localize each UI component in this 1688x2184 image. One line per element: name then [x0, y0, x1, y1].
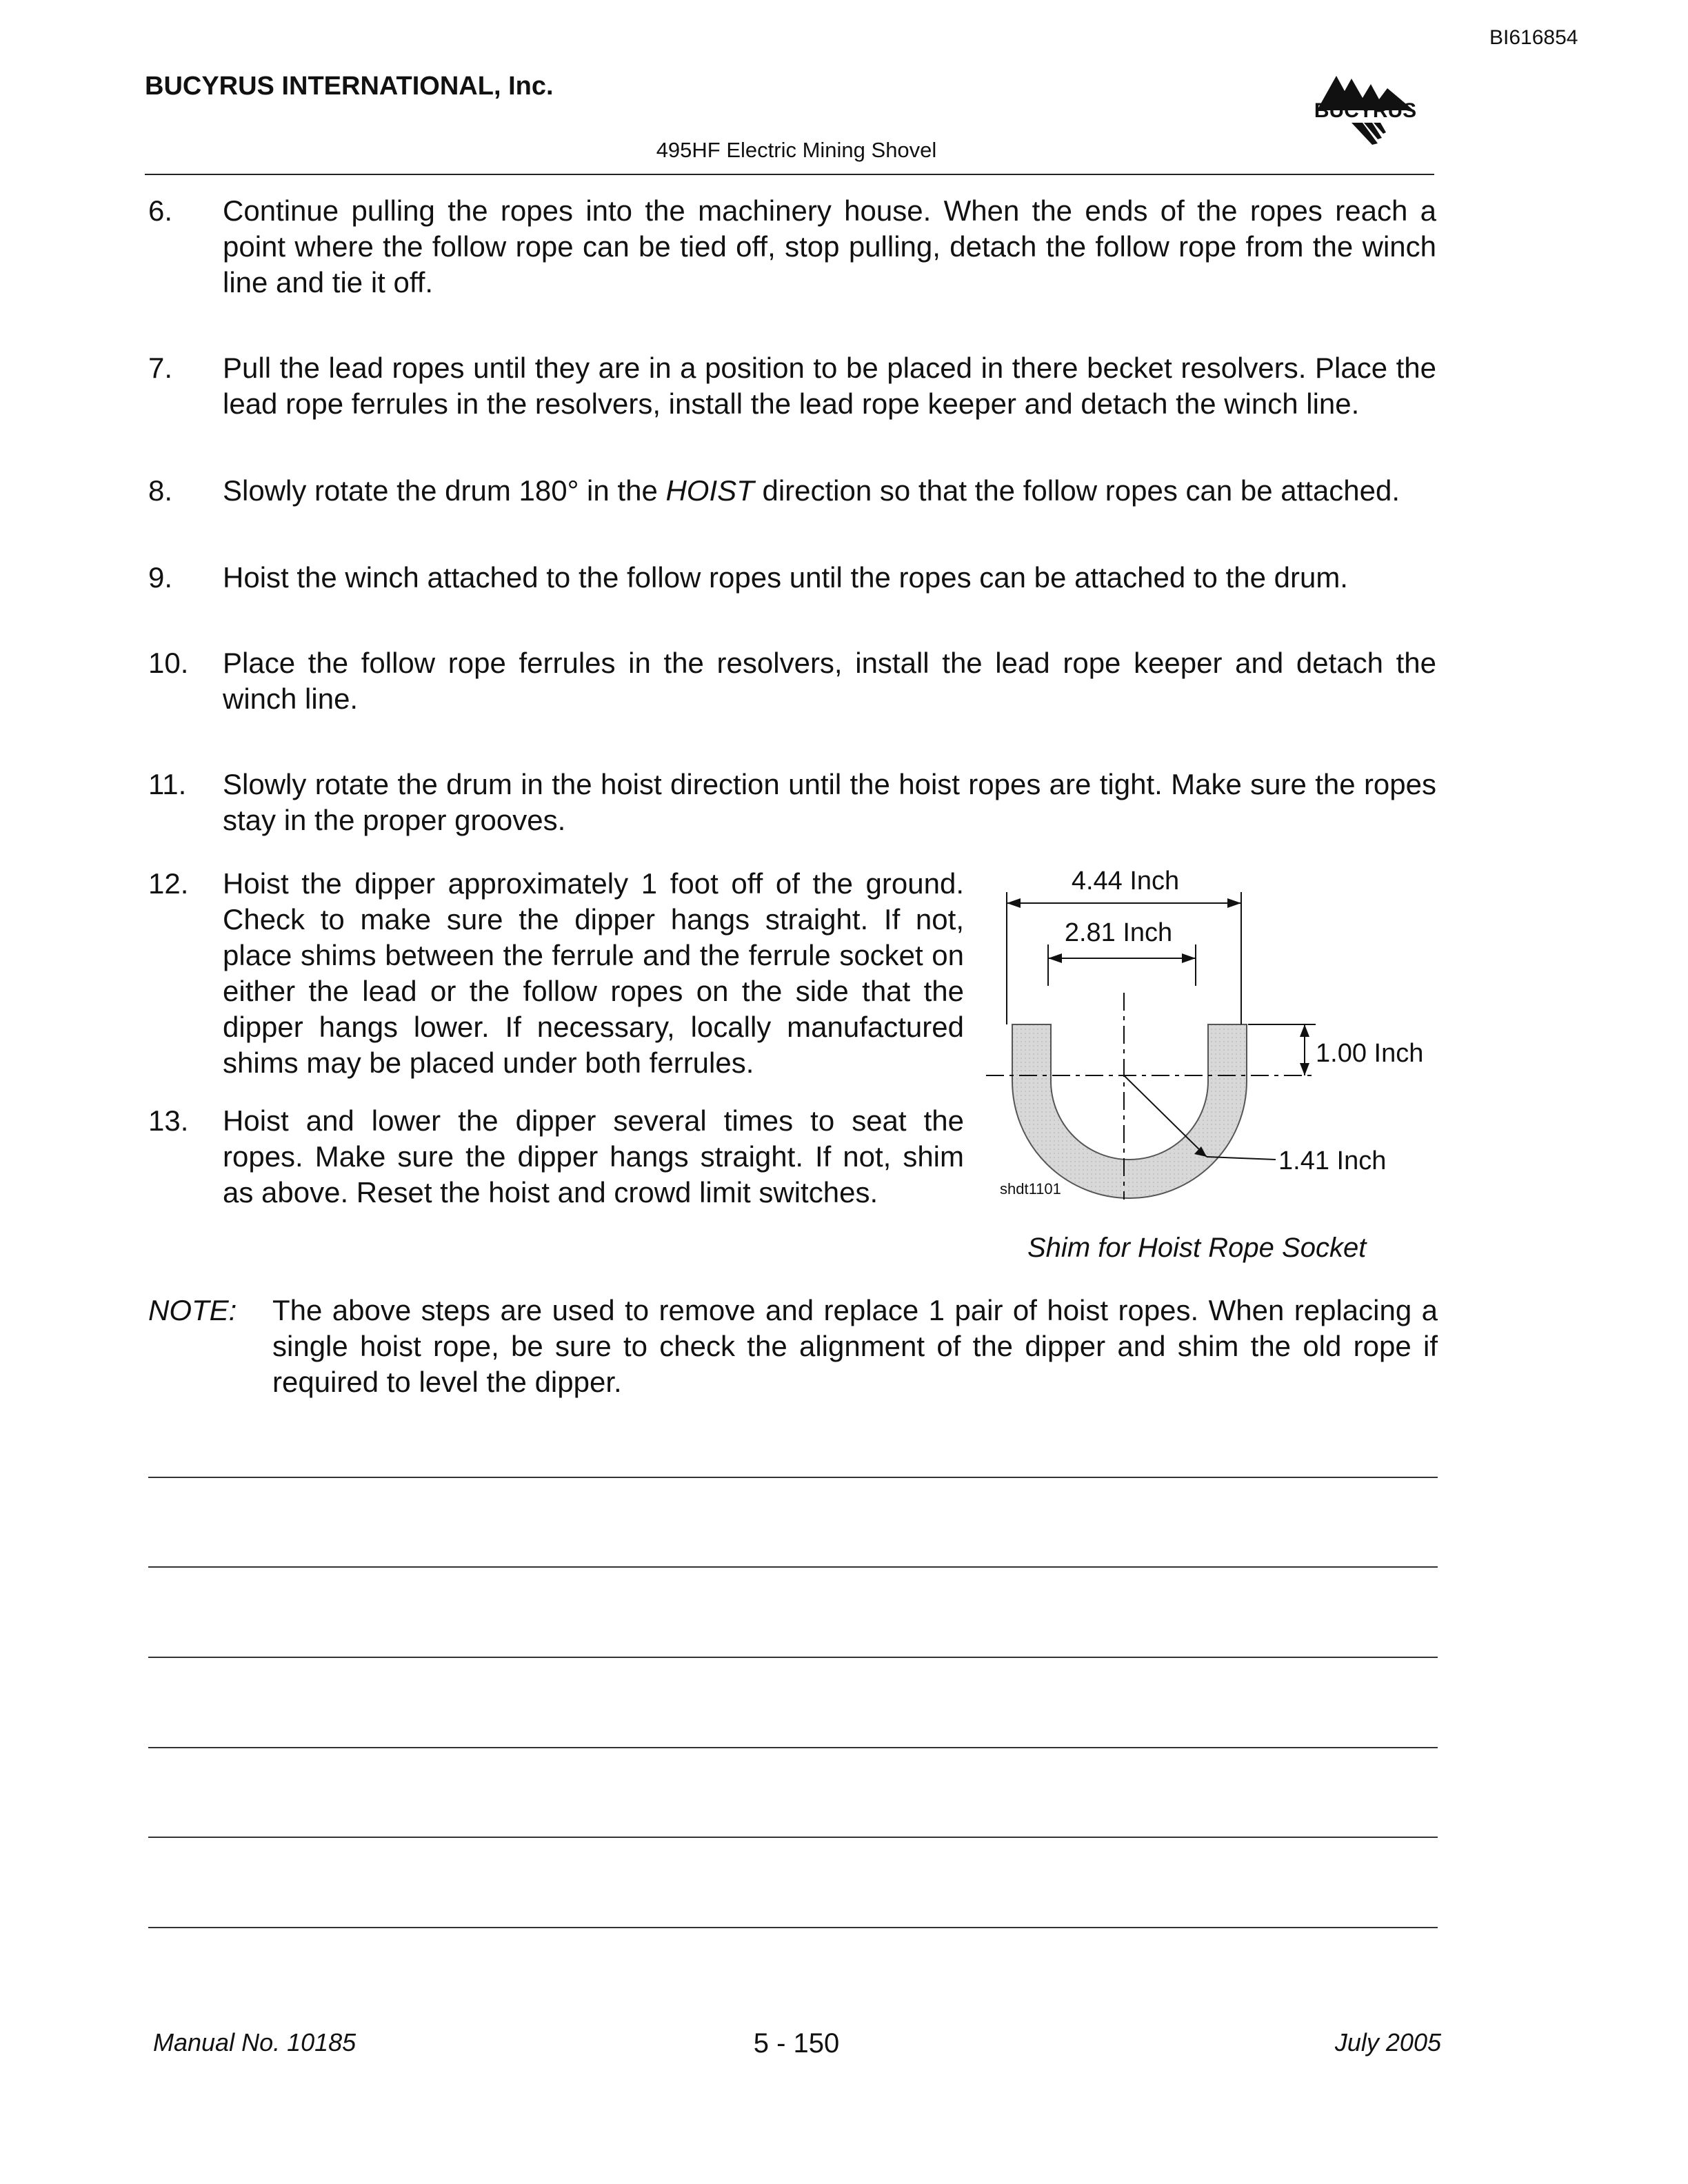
- note-line: [148, 1477, 1438, 1478]
- note-line: [148, 1566, 1438, 1568]
- radius-label: 1.41 Inch: [1278, 1146, 1387, 1175]
- step-number: 11.: [148, 768, 187, 800]
- step-number: 10.: [148, 647, 189, 679]
- note-label: NOTE:: [148, 1294, 237, 1326]
- outer-width-label: 4.44 Inch: [1071, 867, 1180, 896]
- step-text: Continue pulling the ropes into the machinery house. When the ends of the ropes reach a point where the follow rope can be tied off, stop pulling, detach the follow rope from the winch line and tie it off.: [223, 194, 1436, 299]
- figure-reference: shdt1101: [1000, 1180, 1061, 1197]
- shim-shape: [1012, 1024, 1247, 1198]
- manual-number: Manual No. 10185: [153, 2028, 356, 2056]
- hoist-emphasis: HOIST: [665, 474, 754, 507]
- page-number: 5 - 150: [753, 2028, 840, 2059]
- step-text: Pull the lead ropes until they are in a position to be placed in there becket resolvers. Place the lead rope ferrules in the resolvers, install the lead rope keeper and detach the winch line.: [223, 352, 1436, 420]
- note-line: [148, 1837, 1438, 1838]
- note-line: [148, 1747, 1438, 1748]
- note-line: [148, 1927, 1438, 1928]
- step-number: 9.: [148, 561, 173, 594]
- document-subtitle: 495HF Electric Mining Shovel: [656, 138, 937, 162]
- step-number: 7.: [148, 352, 173, 384]
- height-label: 1.00 Inch: [1316, 1039, 1424, 1068]
- logo-text: BUCYRUS: [1314, 99, 1417, 122]
- step-number: 12.: [148, 867, 189, 900]
- publication-date: July 2005: [1334, 2028, 1441, 2056]
- step-number: 6.: [148, 194, 173, 227]
- step-text: Hoist and lower the dipper several times to seat the ropes. Make sure the dipper hangs straight. If not, shim as above. Reset the hoist and crowd limit switches.: [223, 1104, 964, 1209]
- step-text-after: direction so that the follow ropes can be attached.: [754, 474, 1400, 507]
- inner-width-label: 2.81 Inch: [1064, 918, 1173, 947]
- step-number: 13.: [148, 1104, 189, 1137]
- header-divider: [145, 174, 1434, 175]
- figure-caption: Shim for Hoist Rope Socket: [1027, 1233, 1367, 1263]
- shim-diagram: [986, 862, 1455, 1220]
- note-text: The above steps are used to remove and replace 1 pair of hoist ropes. When replacing a single hoist rope, be sure to check the alignment of the dipper and shim the old rope if required to level the dipper.: [272, 1294, 1438, 1398]
- note-line: [148, 1657, 1438, 1658]
- company-name: BUCYRUS INTERNATIONAL, Inc.: [145, 72, 554, 101]
- step-number: 8.: [148, 474, 173, 507]
- step-text-before: Slowly rotate the drum 180° in the: [223, 474, 666, 507]
- document-id: BI616854: [1489, 26, 1578, 49]
- step-text: Hoist the winch attached to the follow ropes until the ropes can be attached to the drum.: [223, 561, 1348, 594]
- step-text: Hoist the dipper approximately 1 foot off of the ground. Check to make sure the dipper hangs straight. If not, place shims between the ferrule and the ferrule socket on either the lead or the follow ropes on the side that the dipper hangs lower. If necessary, locally manufactured shims may be placed under both ferrules.: [223, 867, 964, 1079]
- step-text: Slowly rotate the drum in the hoist direction until the hoist ropes are tight. Make sure the ropes stay in the proper grooves.: [223, 768, 1436, 836]
- step-text: [223, 473, 1436, 509]
- step-text: Place the follow rope ferrules in the resolvers, install the lead rope keeper and detach the winch line.: [223, 647, 1436, 715]
